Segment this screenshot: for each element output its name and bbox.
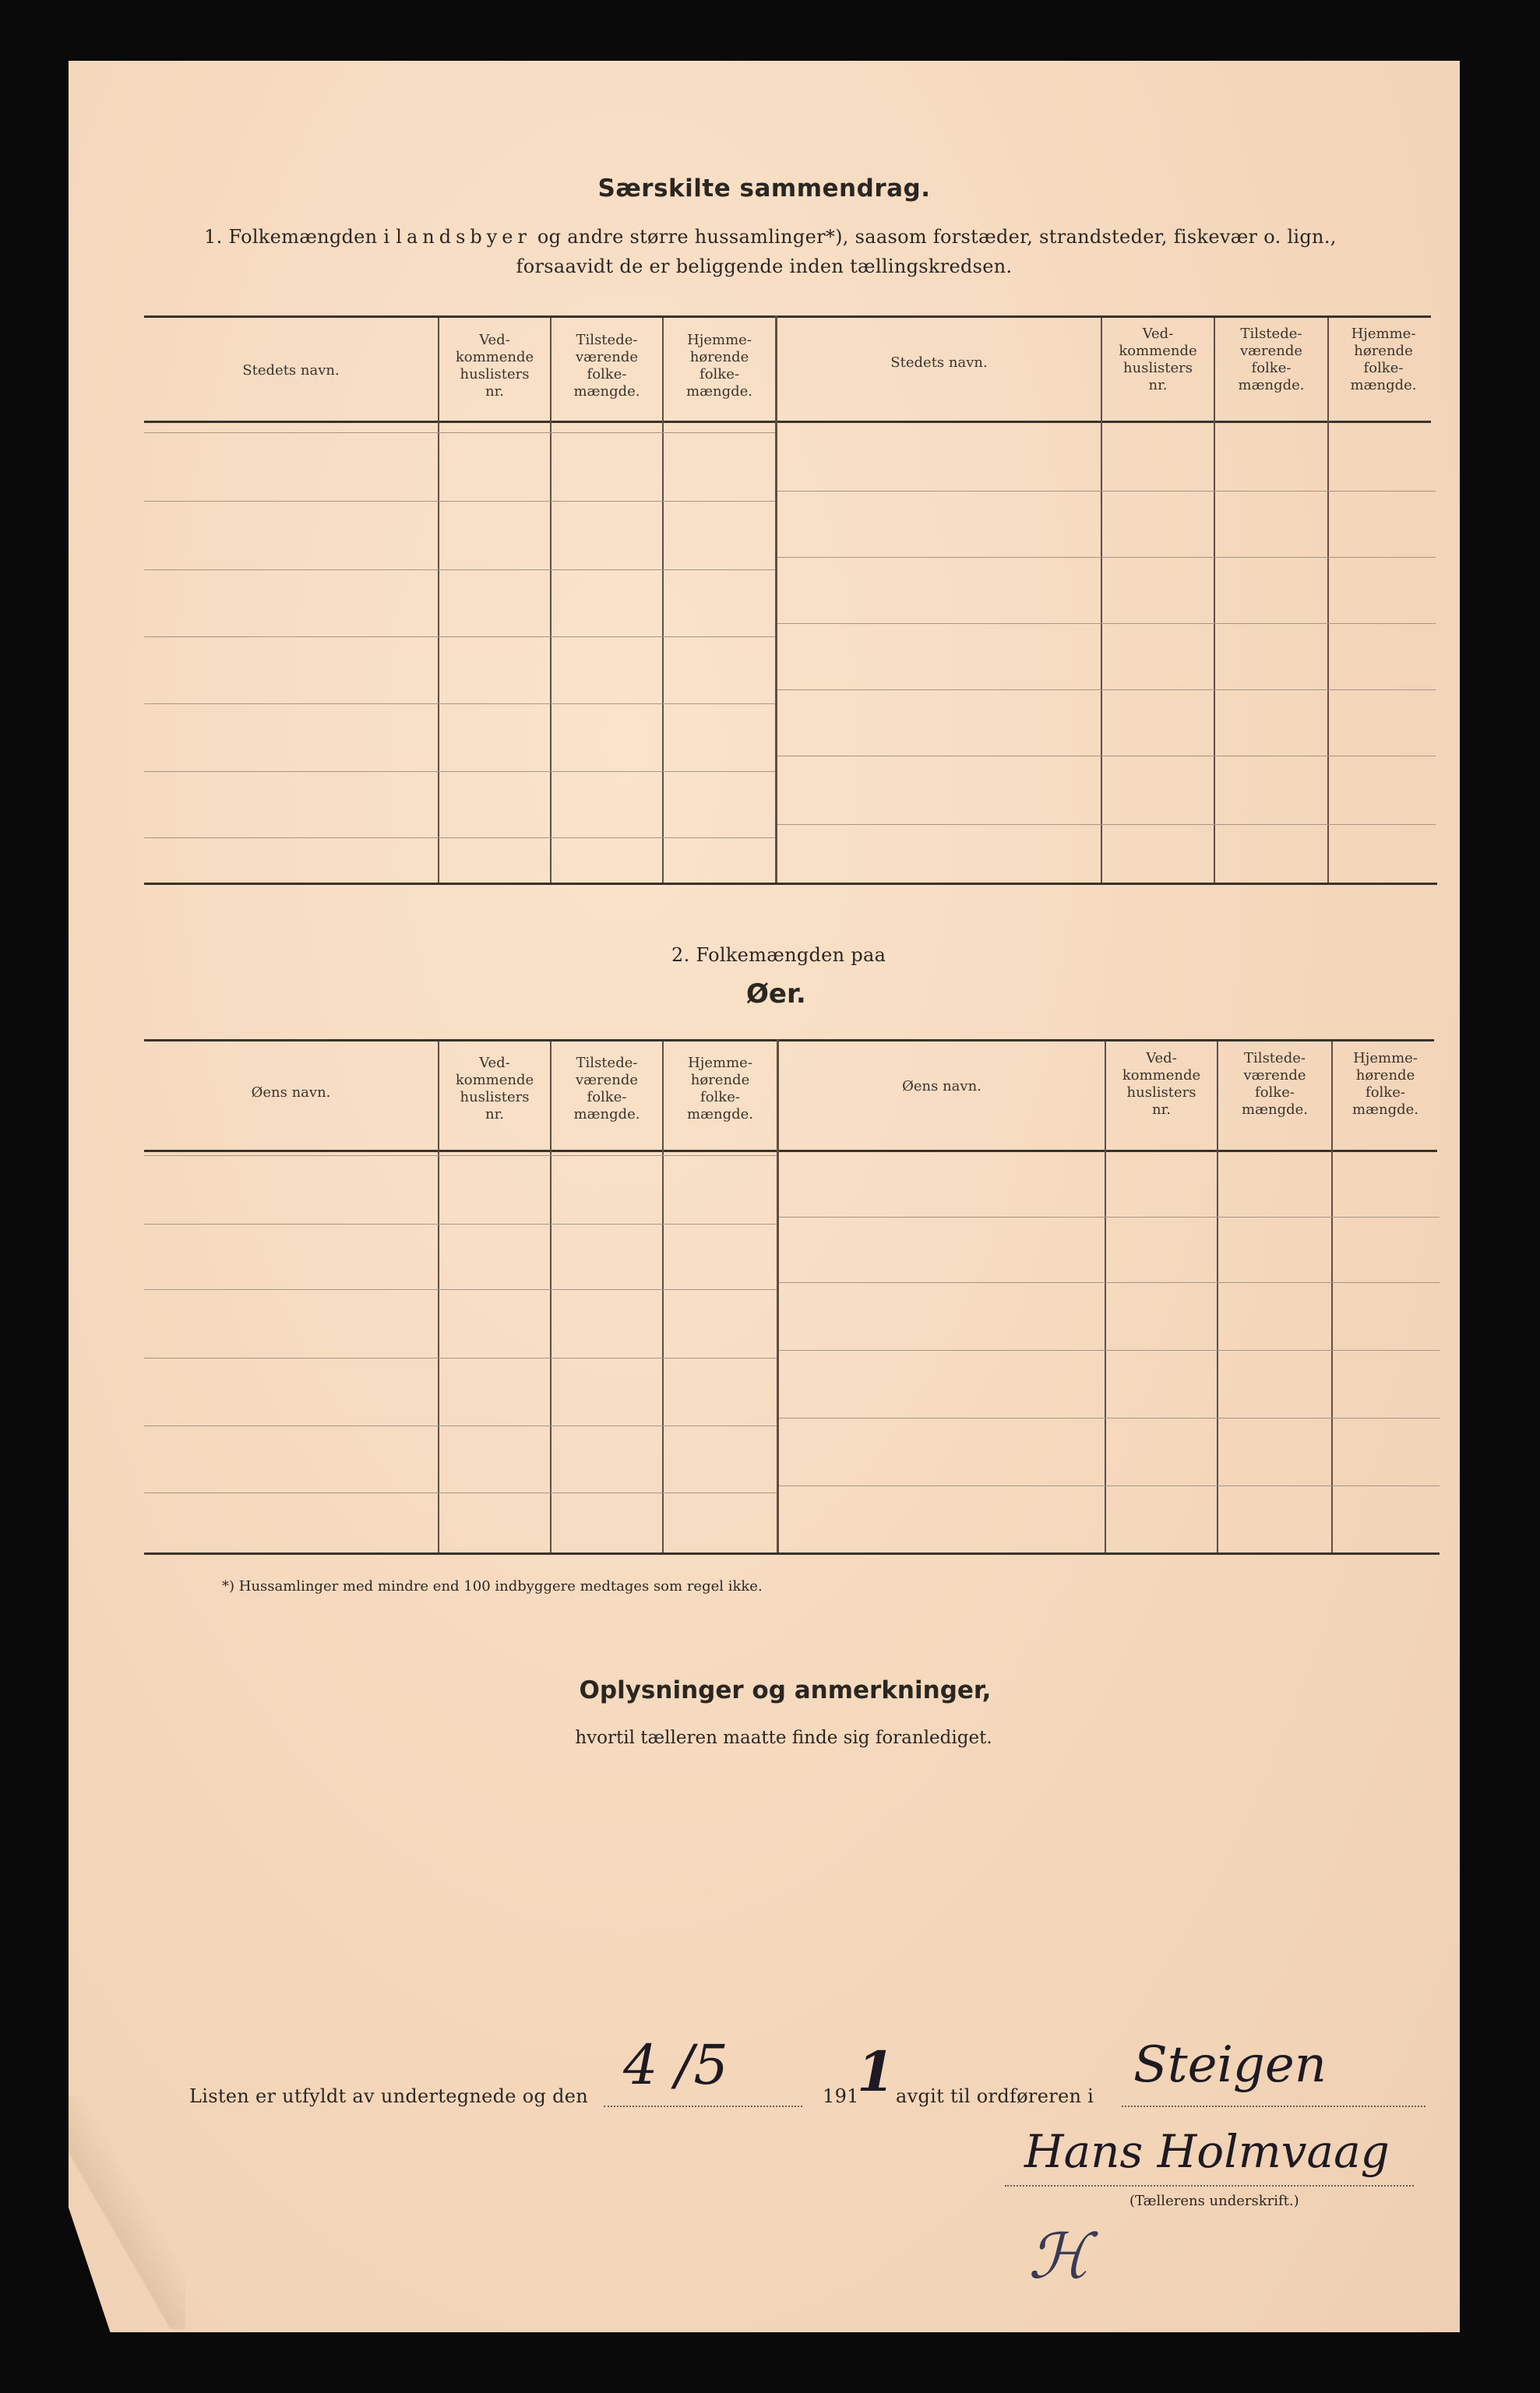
table2-row-line: [144, 1358, 777, 1359]
table1-header-rule: [144, 421, 1431, 423]
section1-line1-b: og andre større hussamlinger*), saasom forstæder, strandsteder, fiskevær o. lign.,: [537, 226, 1337, 248]
signature-handwritten: Hans Holmvaag: [1024, 2125, 1390, 2178]
table2-header-rule: [144, 1150, 1437, 1152]
table2-header-col3-right: Tilstede- værende folke- mængde.: [1242, 1050, 1308, 1118]
section2-heading: Øer.: [746, 978, 806, 1010]
table1-center-vline: [775, 315, 777, 883]
table1-row-line: [144, 501, 775, 502]
section1-number: 1.: [204, 226, 223, 248]
table1-vline: [1101, 318, 1102, 883]
table1-row-line: [777, 689, 1436, 690]
section1-intro-line2: forsaavidt de er beliggende inden tællingskredsen.: [516, 256, 1013, 277]
table1-header-col3-right: Tilstede- værende folke- mængde.: [1238, 326, 1305, 393]
table1-row-line: [144, 703, 775, 704]
table1-header-col3-left: Tilstede- værende folke- mængde.: [573, 332, 640, 400]
section2-intro: [671, 944, 886, 966]
remarks-subtitle: hvortil tælleren maatte finde sig foranlediget.: [575, 1728, 992, 1748]
year-printed: 191: [823, 2085, 859, 2107]
signature-label: (Tællerens underskrift.): [1129, 2193, 1299, 2209]
signature-line-middle: avgit til ordføreren i: [896, 2085, 1094, 2107]
table1-vline: [550, 318, 552, 883]
table2-header-name-left: Øens navn.: [251, 1084, 331, 1101]
table2-row-line: [779, 1418, 1440, 1419]
table2-row-line: [779, 1217, 1440, 1218]
table2-header-col4-left: Hjemme- hørende folke- mængde.: [687, 1055, 753, 1122]
table2-row-line: [144, 1224, 777, 1225]
table2-header-col2-left: Ved- kommende huslisters nr.: [455, 1055, 534, 1122]
table1-header-name-left: Stedets navn.: [242, 362, 340, 379]
remarks-title: Oplysninger og anmerkninger,: [579, 1676, 992, 1704]
table1-top-rule: [144, 315, 1431, 318]
table1-vline: [1327, 318, 1329, 883]
table1-row-line: [777, 491, 1436, 492]
table2-center-vline: [777, 1039, 779, 1552]
table1-header-col4-left: Hjemme- hørende folke- mængde.: [686, 332, 752, 400]
place-handwritten: Steigen: [1133, 2036, 1327, 2094]
table1-row-line: [144, 771, 775, 772]
table2-header-name-right: Øens navn.: [902, 1078, 981, 1094]
section1-intro-line1: [204, 226, 1450, 248]
table1-header-name-right: Stedets navn.: [890, 354, 988, 371]
census-form-page: [69, 61, 1460, 2332]
table1-vline: [438, 318, 439, 883]
section1-line1-spaced: landsbyer: [396, 226, 531, 248]
date-handwritten: 4 /5: [623, 2033, 728, 2097]
footnote: *) Hussamlinger med mindre end 100 indbyggere medtages som regel ikke.: [222, 1578, 763, 1595]
table2-row-line: [144, 1155, 777, 1156]
table2-header-col2-right: Ved- kommende huslisters nr.: [1122, 1050, 1201, 1118]
table1-row-line: [777, 824, 1436, 825]
table2-row-line: [779, 1485, 1440, 1486]
table2-header-col3-left: Tilstede- værende folke- mængde.: [573, 1055, 640, 1122]
table2-row-line: [144, 1289, 777, 1290]
table2-row-line: [779, 1350, 1440, 1351]
table1-header-col2-right: Ved- kommende huslisters nr.: [1119, 326, 1197, 393]
table1-vline: [1214, 318, 1215, 883]
handwritten-mark: ℋ: [1028, 2220, 1091, 2293]
table1-header-col2-left: Ved- kommende huslisters nr.: [455, 332, 534, 400]
table1-row-line: [777, 557, 1436, 558]
page-title: Særskilte sammendrag.: [597, 174, 931, 203]
signature-dotted-line: [1005, 2185, 1414, 2187]
table2-bottom-rule: [144, 1552, 1440, 1555]
section1-line1-a: Folkemængden i: [228, 226, 390, 248]
signature-line-prefix: Listen er utfyldt av undertegnede og den: [189, 2085, 589, 2107]
table1-row-line: [144, 569, 775, 570]
table1-header-col4-right: Hjemme- hørende folke- mængde.: [1350, 326, 1417, 393]
place-dotted-line: [1122, 2106, 1425, 2107]
table1-bottom-rule: [144, 883, 1437, 885]
section2-number: 2.: [671, 944, 690, 966]
table1-row-line: [777, 623, 1436, 624]
table2-header-col4-right: Hjemme- hørende folke- mængde.: [1352, 1050, 1418, 1118]
table1-row-line: [144, 432, 775, 433]
date-dotted-line: [604, 2106, 802, 2107]
table1-row-line: [144, 837, 775, 838]
year-handwritten: 1: [857, 2039, 895, 2104]
table1-row-line: [144, 636, 775, 637]
table2-top-rule: [144, 1039, 1434, 1041]
table2-row-line: [779, 1282, 1440, 1283]
table1-vline: [662, 318, 664, 883]
section2-line: Folkemængden paa: [696, 944, 886, 966]
